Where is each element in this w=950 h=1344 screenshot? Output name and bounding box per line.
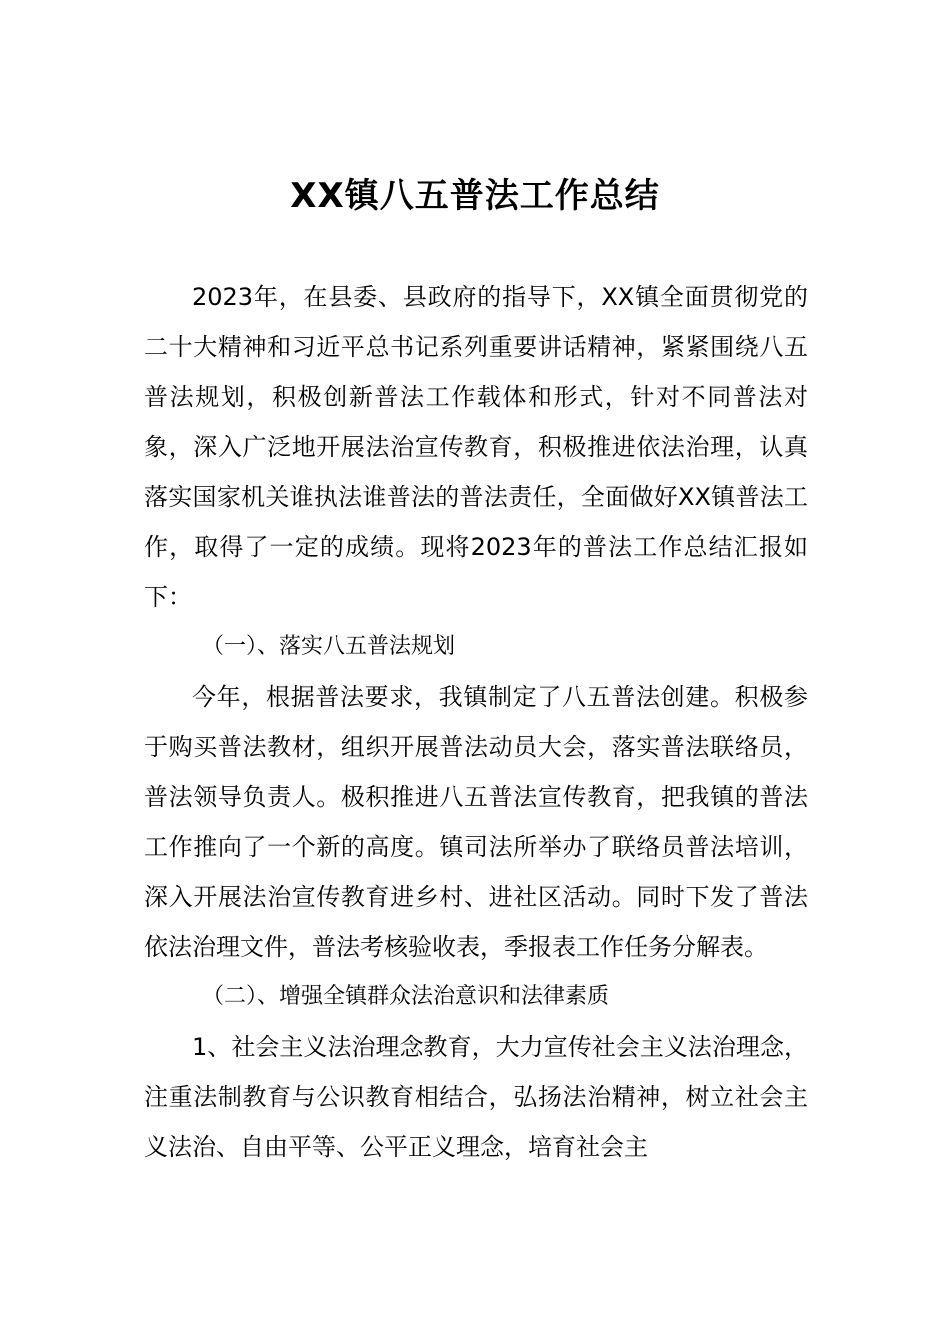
- paragraph-intro: 2023年，在县委、县政府的指导下，XX镇全面贯彻党的二十大精神和习近平总书记系列重要讲话精神，紧紧围绕八五普法规划，积极创新普法工作载体和形式，针对不同普法对象，深入广泛地开展法治宣传教育，积极推进依法治理，认真落实国家机关谁执法谁普法的普法责任，全面做好XX镇普法工作，取得了一定的成绩。现将2023年的普法工作总结汇报如下：: [144, 283, 808, 611]
- paragraph-section-2-item-1: 1、社会主义法治理念教育，大力宣传社会主义法治理念，注重法制教育与公识教育相结合，弘扬法治精神，树立社会主义法治、自由平等、公平正义理念，培育社会主: [144, 1033, 808, 1161]
- section-heading-2: （二）、增强全镇群众法治意识和法律素质: [202, 984, 610, 1009]
- document-body: [144, 272, 808, 1172]
- paragraph-section-1: 今年，根据普法要求，我镇制定了八五普法创建。积极参于购买普法教材，组织开展普法动员大会，落实普法联络员，普法领导负责人。极积推进八五普法宣传教育，把我镇的普法工作推向了一个新的高度。镇司法所举办了联络员普法培训，深入开展法治宣传教育进乡村、进社区活动。同时下发了普法依法治理文件，普法考核验收表，季报表工作任务分解表。: [144, 683, 808, 961]
- section-heading-1: （一）、落实八五普法规划: [202, 634, 456, 659]
- document-title: XX镇八五普法工作总结: [290, 176, 660, 216]
